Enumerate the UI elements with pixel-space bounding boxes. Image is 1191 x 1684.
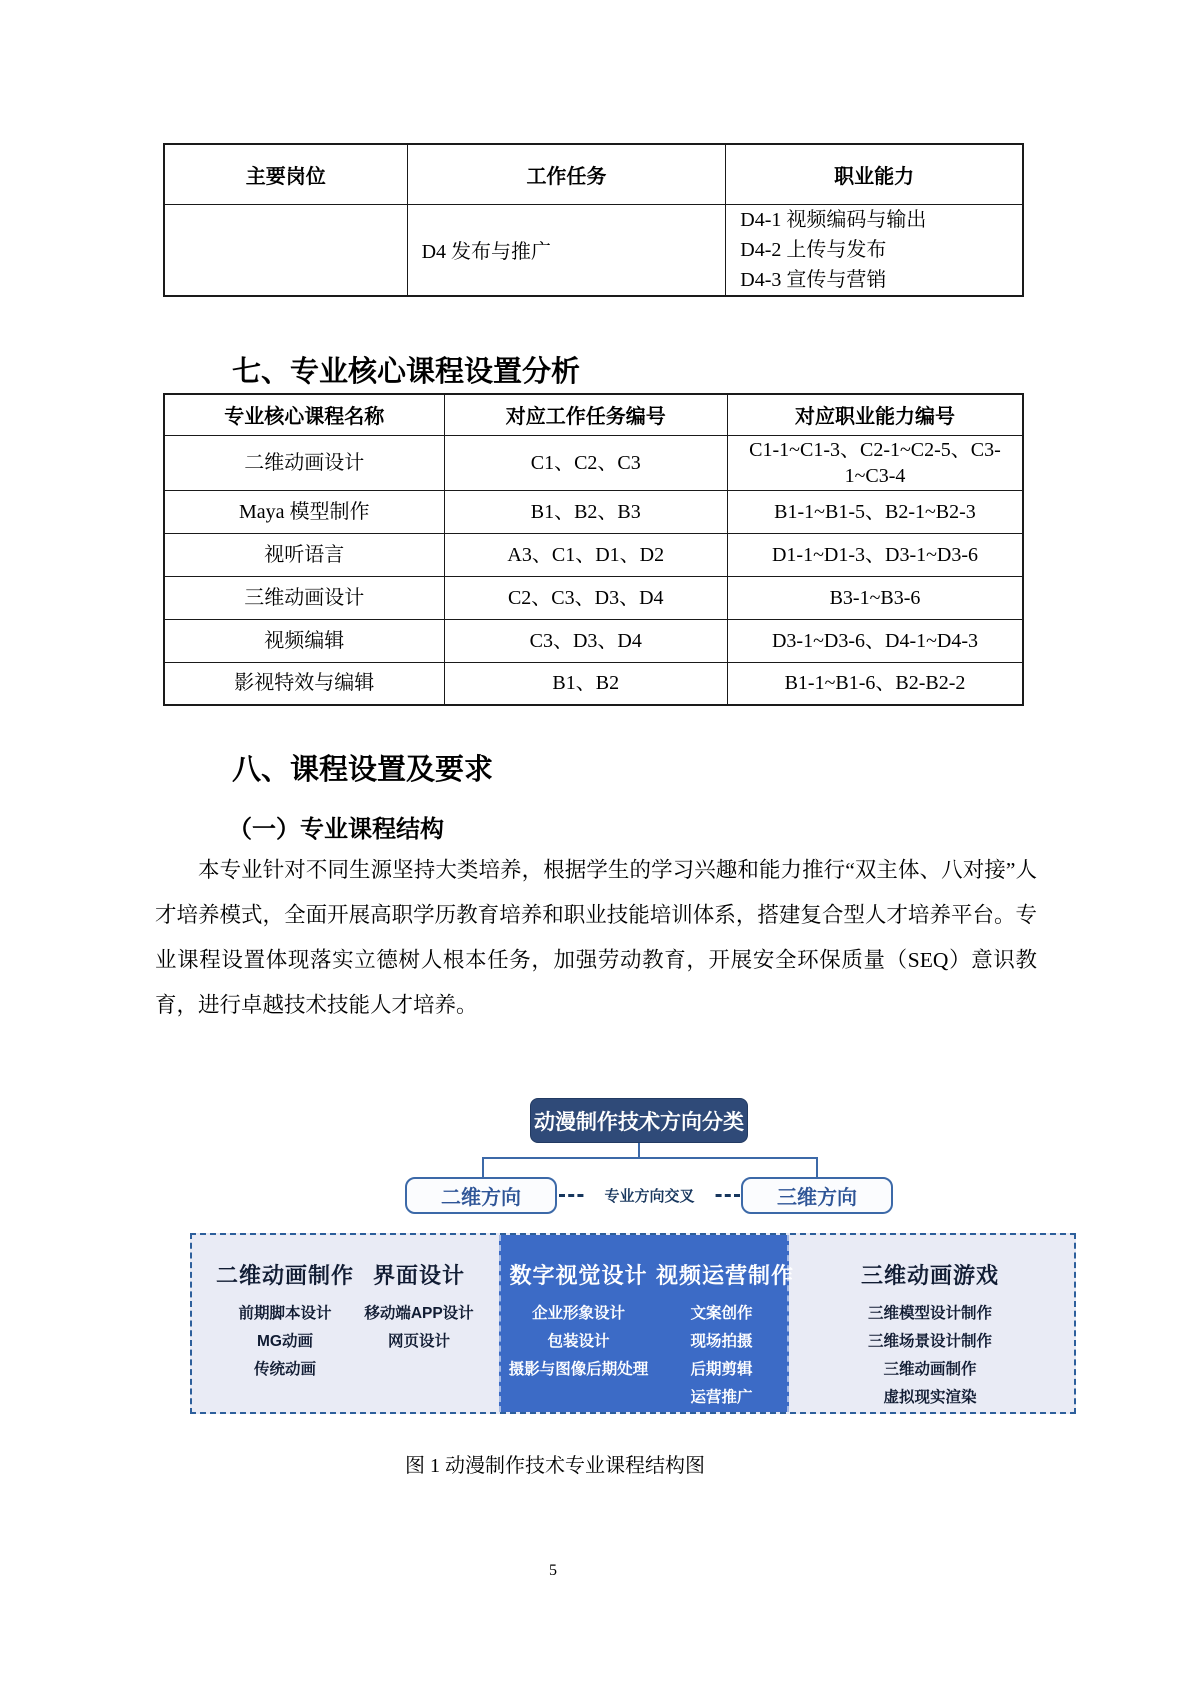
connector-line (816, 1157, 818, 1178)
cell-tasks: A3、C1、D1、D2 (444, 533, 727, 576)
cell-abilities: C1-1~C1-3、C2-1~C2-5、C3-1~C3-4 (728, 435, 1024, 490)
cell-tasks: C1、C2、C3 (444, 435, 727, 490)
column-title: 二维动画制作 (215, 1263, 354, 1288)
column-video-operation (656, 1235, 795, 1412)
course-groups-container (190, 1233, 1076, 1414)
job-task-ability-table (163, 143, 1024, 297)
cell-course: 视频编辑 (164, 619, 444, 662)
cell-abilities (726, 204, 1023, 296)
table-row (164, 619, 1023, 662)
column-title: 视频运营制作 (656, 1263, 795, 1288)
cell-abilities: B1-1~B1-5、B2-1~B2-3 (728, 490, 1024, 533)
figure-caption: 图 1 动漫制作技术专业课程结构图 (405, 1455, 705, 1477)
column-title: 数字视觉设计 (509, 1263, 648, 1288)
column-item: 前期脚本设计 (238, 1305, 332, 1322)
cell-course: 三维动画设计 (164, 576, 444, 619)
cell-abilities: D3-1~D3-6、D4-1~D4-3 (728, 619, 1024, 662)
section7-title: 七、专业核心课程设置分析 (232, 356, 581, 388)
table-row (164, 662, 1023, 705)
column-item: 后期剪辑 (690, 1361, 753, 1378)
table-row (164, 533, 1023, 576)
section8-title: 八、课程设置及要求 (232, 754, 494, 786)
column-ui-design (344, 1235, 494, 1412)
header-work-task: 工作任务 (407, 144, 726, 204)
header-course-name: 专业核心课程名称 (164, 394, 444, 435)
cell-tasks: B1、B2、B3 (444, 490, 727, 533)
body-paragraph: 本专业针对不同生源坚持大类培养，根据学生的学习兴趣和能力推行“双主体、八对接”人才培养模式，全面开展高职学历教育培养和职业技能培训体系，搭建复合型人才培养平台。专业课程设置体现落实立德树人根本任务，加强劳动教育，开展安全环保质量（SEQ）意识教育，进行卓越技术技能人才培养。 (155, 858, 1037, 1017)
core-course-table (163, 393, 1024, 706)
table-row (164, 576, 1023, 619)
column-title: 界面设计 (372, 1263, 465, 1288)
column-item: 摄影与图像后期处理 (508, 1361, 649, 1378)
branch-box-3d: 三维方向 (741, 1177, 893, 1214)
branch-box-2d: 二维方向 (405, 1177, 557, 1214)
cell-tasks: C3、D3、D4 (444, 619, 727, 662)
cross-direction-blue-box (499, 1235, 795, 1412)
column-item: 运营推广 (690, 1389, 753, 1406)
section8-subtitle: （一）专业课程结构 (228, 816, 444, 843)
cell-course: 二维动画设计 (164, 435, 444, 490)
column-item: 网页设计 (387, 1333, 450, 1350)
cell-tasks: B1、B2 (444, 662, 727, 705)
column-item: MG动画 (257, 1333, 313, 1350)
column-item: 三维场景设计制作 (867, 1333, 992, 1350)
column-digital-visual-design (501, 1235, 656, 1412)
header-ability-codes: 对应职业能力编号 (728, 394, 1024, 435)
column-item: 三维动画制作 (883, 1361, 977, 1378)
header-task-codes: 对应工作任务编号 (444, 394, 727, 435)
ability-line: D4-3 宣传与营销 (740, 268, 887, 291)
connector-line (482, 1157, 818, 1159)
cell-tasks: C2、C3、D3、D4 (444, 576, 727, 619)
column-item: 移动端APP设计 (364, 1305, 474, 1322)
column-item: 现场拍摄 (690, 1333, 753, 1350)
cell-post (164, 204, 407, 296)
cell-course: 视听语言 (164, 533, 444, 576)
column-item: 虚拟现实渲染 (883, 1389, 977, 1406)
cell-course: Maya 模型制作 (164, 490, 444, 533)
column-item: 文案创作 (690, 1305, 753, 1322)
column-3d-animation-game (817, 1235, 1043, 1412)
column-item: 三维模型设计制作 (867, 1305, 992, 1322)
connector-line (638, 1143, 640, 1158)
table-row (164, 204, 1023, 296)
cell-abilities: D1-1~D1-3、D3-1~D3-6 (728, 533, 1024, 576)
table-row (164, 435, 1023, 490)
page-number: 5 (549, 1562, 557, 1579)
column-item: 传统动画 (253, 1361, 316, 1378)
table-header-row (164, 394, 1023, 435)
connector-line (482, 1157, 484, 1178)
header-main-post: 主要岗位 (164, 144, 407, 204)
column-item: 企业形象设计 (531, 1305, 625, 1322)
column-title: 三维动画游戏 (860, 1263, 999, 1288)
cell-task: D4 发布与推广 (407, 204, 726, 296)
cross-label: 专业方向交叉 (584, 1185, 715, 1206)
cell-abilities: B3-1~B3-6 (728, 576, 1024, 619)
cell-abilities: B1-1~B1-6、B2-B2-2 (728, 662, 1024, 705)
diagram-root-box: 动漫制作技术方向分类 (530, 1098, 748, 1143)
ability-line: D4-1 视频编码与输出 (740, 208, 927, 231)
ability-line: D4-2 上传与发布 (740, 238, 887, 261)
header-vocational-ability: 职业能力 (726, 144, 1023, 204)
table-row (164, 490, 1023, 533)
table-header-row (164, 144, 1023, 204)
cell-course: 影视特效与编辑 (164, 662, 444, 705)
column-item: 包装设计 (547, 1333, 610, 1350)
